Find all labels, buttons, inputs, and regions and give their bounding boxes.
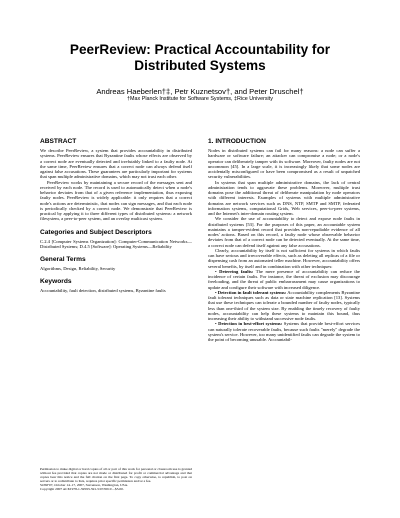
introduction-heading: 1. INTRODUCTION xyxy=(208,138,266,145)
keywords-text: Accountability, fault detection, distributed systems, Byzantine faults xyxy=(40,288,166,294)
author-list: Andreas Haeberlen†‡, Petr Kuznetsov†, and Peter Druschel† xyxy=(96,87,304,96)
left-column xyxy=(40,138,192,294)
bullet-text-deterring: The mere presence of accountability can reduce the incidence of certain faults. For instance, the threat of exclusion may discourage freeloading, and the threat of public embarrassment may cause organizations to update and configure their software with increased diligence. xyxy=(208,268,360,290)
bullet-text-best-effort: Systems that provide best-effort services can naturally tolerate recoverable faults, because such faults "merely" degrade the system's service. However, too many unidentified faults can degrade the system to the point of becoming unusable. Accountabil- xyxy=(208,321,360,342)
permission-notice: Permission to make digital or hard copies of all or part of this work for personal or classroom use is granted without fee provided that copies are not made or distributed for profit or commercial advantage and that copies bear this notice and the full citation on the first page. To copy otherwise, to republish, to post on servers or to redistribute to lists, requires prior specific permission and/or a fee. xyxy=(40,467,192,484)
abstract-paragraph-1: We describe PeerReview, a system that provides accountability in distributed systems. PeerReview ensures that Byzantine faults whose effects are observed by a correct node are eventually detected and irrefutably linked to a faulty node. At the same time, PeerReview ensures that a correct node can always defend itself against false accusations. These guarantees are particularly important for systems that span multiple administrative domains, which may not trust each other. xyxy=(40,148,192,180)
abstract-paragraph-2: PeerReview works by maintaining a secure record of the messages sent and received by each node. The record is used to automatically detect when a node's behavior deviates from that of a given reference implementation, thus exposing faulty nodes. PeerReview is widely applicable: it only requires that a correct node's actions are deterministic, that nodes can sign messages, and that each node is periodically checked by a correct node. We demonstrate that PeerReview is practical by applying it to three different types of distributed systems: a network filesystem, a peer-to-peer system, and an overlay multicast system. xyxy=(40,179,192,222)
general-terms-text: Algorithms, Design, Reliability, Security xyxy=(40,266,116,271)
bullet-title-deterring: Deterring faults: xyxy=(219,268,254,274)
keywords-heading: Keywords xyxy=(40,278,72,286)
categories-heading: Categories and Subject Descriptors xyxy=(40,228,152,236)
intro-paragraph-2: In systems that span multiple administrative domains, the lack of central administration tends to aggravate these problems. Moreover, multiple trust domains pose the additional threat of deliberate manipulation by node operators with different interests. Examples of systems with multiple administrative domains are network services such as DNS, NTP, SMTP and SMTP, federated information systems, computational Grids, Web services, peer-to-peer systems, and the Internet's inter-domain routing system. xyxy=(208,179,360,216)
abstract-heading: ABSTRACT xyxy=(40,138,77,145)
bullet-text-fault-tolerant: Accountability complements Byzantine fault tolerant techniques such as data or state machine replication [13]. Systems that use these techniques can tolerate a bounded number of faulty nodes, typically less than one-third of the system size. By enabling the timely recovery of faulty nodes, accountability can help these systems to maintain this bound, thus increasing their ability to withstand successive node faults. xyxy=(208,289,361,321)
intro-bullet-best-effort: • Detection in best-effort systems: Systems that provide best-effort services can naturally tolerate recoverable faults, because such faults "merely" degrade the system's service. However, too many unidentified faults can degrade the system to the point of becoming unusable. Accountabil- xyxy=(208,321,360,342)
copyright-line: Copyright 2007 ACM 978-1-59593-591-5/07/0010 ...$5.00. xyxy=(40,487,124,492)
intro-paragraph-4: Clearly, accountability by itself is not sufficient for systems in which faults can have serious and irrecoverable effects, such as deleting all replicas of a file or dispensing cash from an automated teller machine. However, accountability offers several benefits, by itself and in combination with other techniques: xyxy=(208,247,360,269)
paper-title xyxy=(40,42,360,74)
categories-text: C.2.4 [Computer Systems Organization]: Computer-Communication Networks—Distributed Systems; D.4.5 [Software]: Operating Systems—Reliability xyxy=(40,238,192,249)
bullet-title-fault-tolerant: Detection in fault tolerant systems: xyxy=(217,289,287,295)
paper-title-line1: PeerReview: Practical Accountability for xyxy=(69,42,331,57)
intro-paragraph-3: We consider the use of accountability to detect and expose node faults in distributed systems [53]. For the purposes of this paper, an accountable system maintains a tamper-evident record that provides non-repudiable evidence of all nodes' actions. Based on this record, a faulty node whose observable behavior deviates from that of a correct node can be detected eventually. At the same time, a correct node can defend itself against any false accusations. xyxy=(208,216,360,248)
right-column xyxy=(208,138,360,342)
copyright-footnote xyxy=(40,467,192,491)
paper-title-line2: Distributed Systems xyxy=(134,58,266,73)
author-affiliations: †Max Planck Institute for Software Systems, ‡Rice University xyxy=(127,96,273,102)
conference-line: SOSP'07, October 14–17, 2007, Stevenson, Washington, USA. xyxy=(40,483,128,488)
intro-bullet-fault-tolerant: • Detection in fault tolerant systems: Accountability complements Byzantine fault tolerant techniques such as data or state machine replication [13]. Systems that use these techniques can tolerate a bounded number of faulty nodes, typically less than one-third of the system size. By enabling the timely recovery of faulty nodes, accountability can help these systems to maintain this bound, thus increasing their ability to withstand successive node faults. xyxy=(208,289,361,321)
bullet-title-best-effort: Detection in best-effort systems: xyxy=(218,321,283,327)
general-terms-heading: General Terms xyxy=(40,256,86,263)
intro-paragraph-1: Nodes in distributed systems can fail for many reasons: a node can suffer a hardware or software failure; an attacker can compromise a node; or a node's operator can deliberately tamper with its software. Moreover, faulty nodes are not uncommon [45]. In a large scale, it is increasingly likely that some nodes are accidentally misconfigured or have been compromised as a result of unpatched security vulnerabilities. xyxy=(208,148,360,180)
intro-bullet-deterring: • Deterring faults: The mere presence of accountability can reduce the incidence of certain faults. For instance, the threat of exclusion may discourage freeloading, and the threat of public embarrassment may cause organizations to update and configure their software with increased diligence. xyxy=(208,268,360,290)
